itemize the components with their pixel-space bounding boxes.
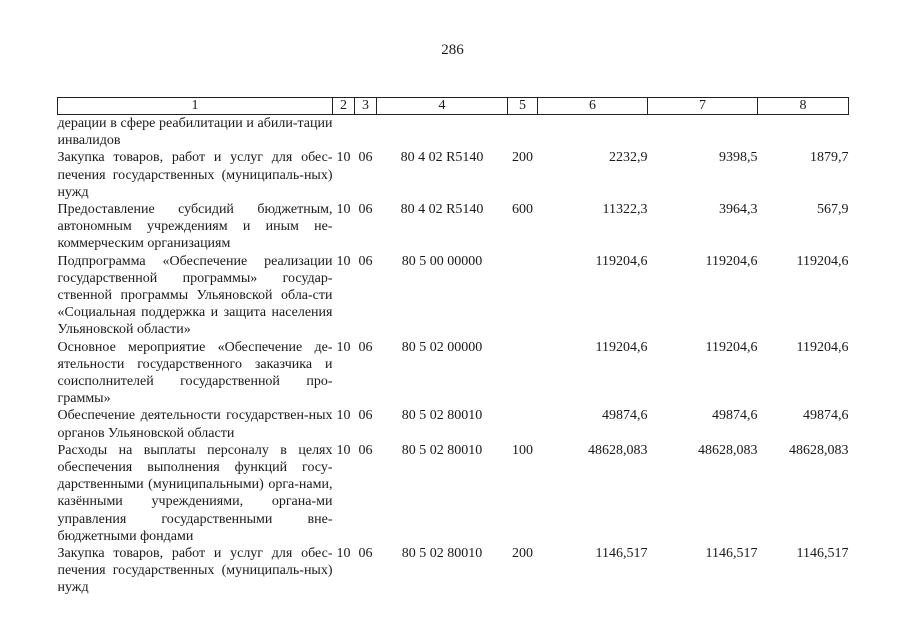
row-section: 10 [336, 150, 351, 166]
row-value-6: 1146,517 [595, 546, 648, 562]
row-name: Подпрограмма «Обеспечение реализации государственной программы» государ-ственной программы Ульяновской обла-сти «Социальная поддержка и защита населения Ульяновской области» [57, 253, 333, 338]
row-value-8: 48628,083 [789, 442, 849, 458]
row-subsection: 06 [358, 202, 373, 218]
row-value-8: 1879,7 [810, 150, 849, 166]
row-name: Обеспечение деятельности государствен-ных органов Ульяновской области [57, 408, 333, 441]
row-section: 10 [336, 202, 351, 218]
row-target-code: 80 5 02 80010 [401, 408, 483, 424]
row-expense-type [508, 407, 538, 441]
header-cell: 2 [333, 98, 355, 115]
row-value-6: 119204,6 [595, 253, 648, 269]
table-row [58, 149, 849, 201]
row-target-code: 80 5 02 00000 [401, 339, 483, 355]
row-section: 10 [336, 546, 351, 562]
header-cell: 7 [648, 98, 758, 115]
row-target-code: 80 5 02 80010 [401, 442, 483, 458]
row-section: 10 [336, 339, 351, 355]
row-name: Предоставление субсидий бюджетным, автономным учреждениям и иным не-коммерческим организациям [57, 202, 333, 252]
row-target-code [377, 115, 508, 150]
header-cell: 8 [758, 98, 849, 115]
table-row [58, 339, 849, 408]
row-value-6: 49874,6 [602, 408, 648, 424]
row-name: Расходы на выплаты персоналу в целях обеспечения выполнения функций госу-дарственными (муниципальными) орга-нами, казёнными учреждениями, органа-ми управления государственными вне-бюджетными фондами [57, 442, 333, 544]
row-expense-type: 200 [512, 150, 533, 166]
row-subsection [355, 115, 377, 150]
row-target-code: 80 5 00 00000 [401, 253, 483, 269]
table-row [58, 115, 849, 150]
row-name: Закупка товаров, работ и услуг для обес-печения государственных (муниципаль-ных) нужд [57, 150, 333, 200]
row-name: Основное мероприятие «Обеспечение де-ятельности государственного заказчика и соисполнителей государственной про-граммы» [57, 339, 333, 407]
table-row [58, 253, 849, 339]
row-subsection: 06 [358, 339, 373, 355]
row-subsection: 06 [358, 546, 373, 562]
table-header-row [58, 98, 849, 115]
row-section: 10 [336, 442, 351, 458]
row-name: Закупка товаров, работ и услуг для обес-печения государственных (муниципаль-ных) нужд [57, 546, 333, 596]
row-value-6: 11322,3 [602, 202, 648, 218]
row-target-code: 80 4 02 R5140 [400, 202, 484, 218]
row-value-8: 567,9 [817, 202, 849, 218]
row-subsection: 06 [358, 442, 373, 458]
row-value-8: 1146,517 [796, 546, 849, 562]
row-value-8: 119204,6 [796, 339, 849, 355]
row-expense-type [508, 253, 538, 339]
row-value-7: 9398,5 [719, 150, 758, 166]
header-cell: 6 [538, 98, 648, 115]
row-value-7: 119204,6 [705, 253, 758, 269]
row-value-7: 3964,3 [719, 202, 758, 218]
row-value-6: 119204,6 [595, 339, 648, 355]
row-section [333, 115, 355, 150]
row-value-6: 48628,083 [588, 442, 648, 458]
row-value-8: 119204,6 [796, 253, 849, 269]
row-value-8: 49874,6 [803, 408, 849, 424]
row-expense-type [508, 115, 538, 150]
row-value-7: 49874,6 [712, 408, 758, 424]
row-value-7 [648, 115, 758, 150]
row-expense-type: 100 [512, 442, 533, 458]
row-subsection: 06 [358, 253, 373, 269]
row-expense-type [508, 339, 538, 408]
row-value-7: 48628,083 [698, 442, 758, 458]
row-subsection: 06 [358, 150, 373, 166]
row-value-7: 119204,6 [705, 339, 758, 355]
row-section: 10 [336, 408, 351, 424]
row-target-code: 80 4 02 R5140 [400, 150, 484, 166]
row-subsection: 06 [358, 408, 373, 424]
row-section: 10 [336, 253, 351, 269]
row-name: дерации в сфере реабилитации и абили-тации инвалидов [57, 116, 333, 149]
row-expense-type: 200 [512, 546, 533, 562]
row-value-8 [758, 115, 849, 150]
page-number: 286 [441, 42, 464, 58]
header-cell: 4 [377, 98, 508, 115]
table-row [58, 407, 849, 441]
row-target-code: 80 5 02 80010 [401, 546, 483, 562]
header-cell: 3 [355, 98, 377, 115]
row-value-6: 2232,9 [609, 150, 648, 166]
row-expense-type: 600 [512, 202, 533, 218]
table-row [58, 545, 849, 597]
row-value-6 [538, 115, 648, 150]
table-row [58, 442, 849, 545]
header-cell: 1 [58, 98, 333, 115]
table-row [58, 201, 849, 253]
row-value-7: 1146,517 [705, 546, 758, 562]
budget-table [57, 97, 849, 597]
header-cell: 5 [508, 98, 538, 115]
